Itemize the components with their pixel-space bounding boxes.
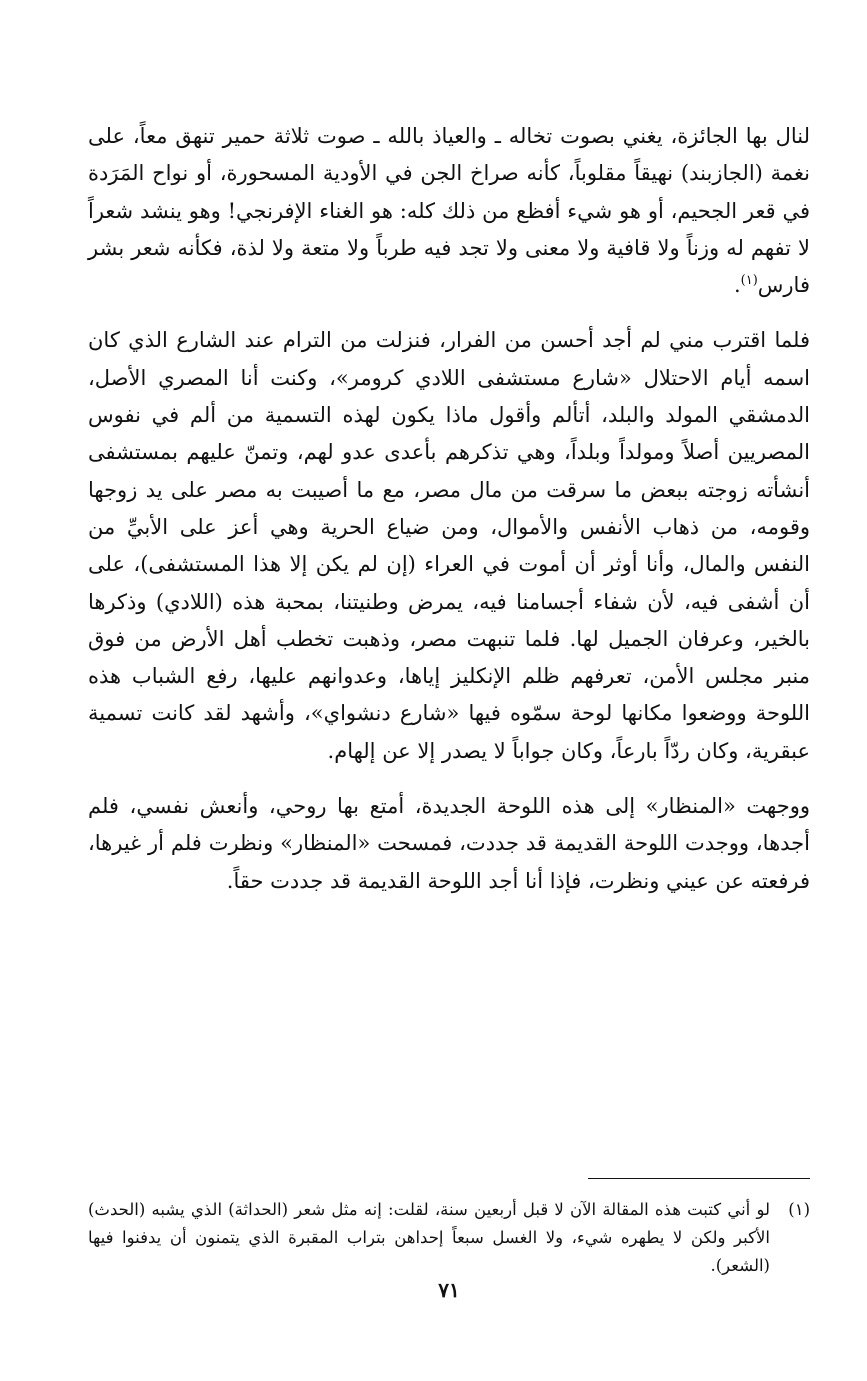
footnote-marker: (١) [788,1200,810,1219]
footnote-text: لو أني كتبت هذه المقالة الآن لا قبل أربعين سنة، لقلت: إنه مثل شعر (الحداثة) الذي يشبه (الحدث) الأكبر ولكن لا يطهره شيء، ولا الغسل سبعاً إحداهن بتراب المقبرة الذي يتمنون أن يدفنوا فيها (الشعر). [88,1200,770,1275]
paragraph-2: فلما اقترب مني لم أجد أحسن من الفرار، فنزلت من الترام عند الشارع الذي كان اسمه أيام الاحتلال «شارع مستشفى اللادي كرومر»، وكنت أنا المصري الأصل، الدمشقي المولد والبلد، أتألم وأقول ماذا يكون لهذه التسمية من ألم في نفوس المصريين أصلاً ومولداً وبلداً، وهي تذكرهم بأعدى عدو لهم، وتمنّ عليهم بمستشفى أنشأته زوجته ببعض ما سرقت من مال مصر، مع ما أصيبت به مصر على يد زوجها وقومه، من ذهاب الأنفس والأموال، ومن ضياع الحرية وهي أعز على الأبيِّ من النفس والمال، وأنا أوثر أن أموت في العراء (إن لم يكن إلا هذا المستشفى)، على أن أشفى فيه، لأن شفاء أجسامنا فيه، يمرض وطنيتنا، بمحبة هذه (اللادي) وذكرها بالخير، وعرفان الجميل لها. فلما تنبهت مصر، وذهبت تخطب أهل الأرض من فوق منبر مجلس الأمن، تعرفهم ظلم الإنكليز إياها، وعدوانهم عليها، رفع الشباب هذه اللوحة ووضعوا مكانها لوحة سمّوه فيها «شارع دنشواي»، وأشهد لقد كانت تسمية عبقرية، وكان ردّاً بارعاً، وكان جواباً لا يصدر إلا عن إلهام. [88,328,810,763]
page-number: ٧١ [438,1278,460,1302]
paragraph-1-end-punctuation: . [733,273,741,298]
paragraph-1-text: لنال بها الجائزة، يغني بصوت تخاله ـ والعياذ بالله ـ صوت ثلاثة حمير تنهق معاً، على نغمة (الجازبند) نهيقاً مقلوباً، كأنه صراخ الجن في الأودية المسحورة، أو نواح المَرَدة في قعر الجحيم، أو هو شيء أفظع من ذلك كله: هو الغناء الإفرنجي! وهو ينشد شعراً لا تفهم له وزناً ولا قافية ولا معنى ولا تجد فيه طرباً ولا متعة ولا لذة، فكأنه شعر بشر فارس [88,124,810,298]
footnote-1 [88,1196,810,1280]
footnote-divider [588,1178,810,1179]
paragraph-3: ووجهت «المنظار» إلى هذه اللوحة الجديدة، أمتع بها روحي، وأنعش نفسي، فلم أجدها، ووجدت اللوحة القديمة قد جددت، فمسحت «المنظار» ونظرت فلم أر غيرها، فرفعته عن عيني ونظرت، فإذا أنا أجد اللوحة القديمة قد جددت حقاً. [88,794,810,893]
footnotes-section [88,1196,810,1280]
book-page [88,118,810,1338]
footnote-reference[interactable]: (١) [740,273,758,289]
paragraph-1 [88,118,810,304]
